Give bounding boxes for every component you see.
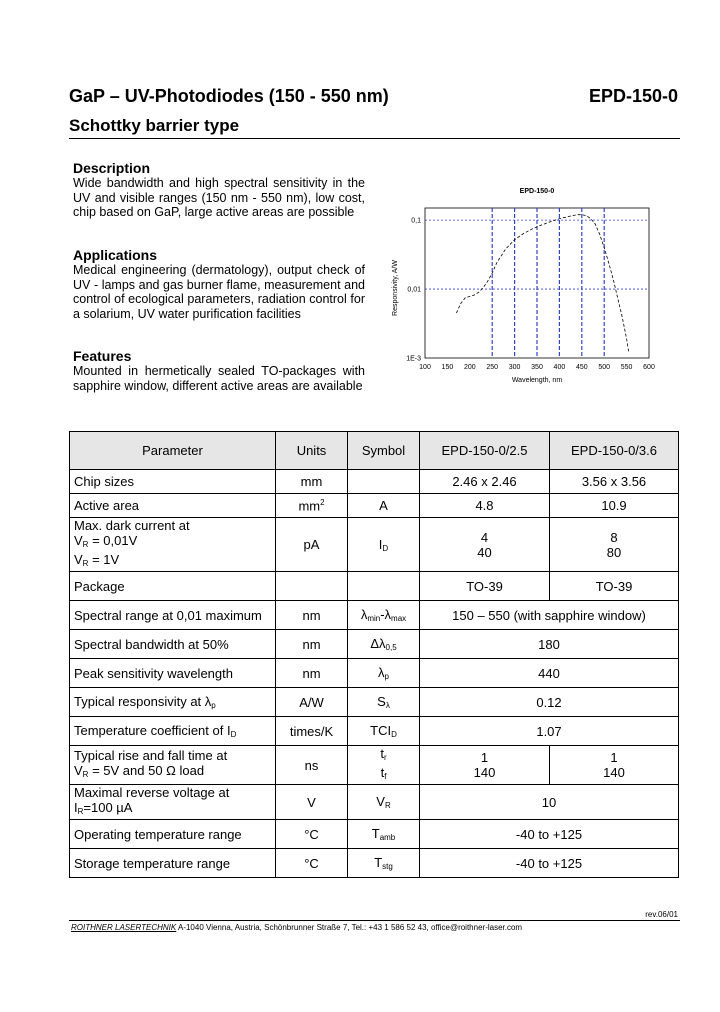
chart-xtick-label: 500 xyxy=(598,364,611,371)
cell-value: 3.56 x 3.56 xyxy=(550,470,679,494)
cell-symbol: $S_\lambda$ xyxy=(348,688,420,717)
chart-xtick-label: 400 xyxy=(553,364,566,371)
header-model-3-6: EPD-150-0/3.6 xyxy=(550,432,679,470)
cell-param: Active area xyxy=(70,494,276,518)
chart-xtick-label: 200 xyxy=(463,364,476,371)
cell-value: 150 – 550 (with sapphire window) xyxy=(420,601,679,630)
chart-xlabel: Wavelength, nm xyxy=(511,377,563,384)
chart-xtick-label: 300 xyxy=(508,364,521,371)
cell-symbol xyxy=(348,572,420,601)
cell-unit: V xyxy=(276,785,348,820)
responsivity-curve xyxy=(456,215,628,353)
cell-value: 4 40 xyxy=(420,518,550,572)
table-row xyxy=(70,630,679,659)
chart-ytick-label: 0,1 xyxy=(411,217,421,225)
chart-xtick-label: 100 xyxy=(419,364,431,371)
cell-value: -40 to +125 xyxy=(420,849,679,878)
table-row xyxy=(70,572,679,601)
cell-unit: °C xyxy=(276,820,348,849)
features-heading: Features xyxy=(73,348,132,364)
header-units: Units xyxy=(276,432,348,470)
cell-unit: nm xyxy=(276,601,348,630)
cell-symbol: $T_{amb}$ xyxy=(348,820,420,849)
header-model-2-5: EPD-150-0/2.5 xyxy=(420,432,550,470)
responsivity-chart xyxy=(385,178,670,393)
revision-label: rev.06/01 xyxy=(645,910,678,919)
table-row xyxy=(70,601,679,630)
cell-param: Operating temperature range xyxy=(70,820,276,849)
cell-param: Max. dark current at $V_R = 0,01V$ $V_R = 1V$ xyxy=(70,518,276,572)
chart-title: EPD-150-0 xyxy=(519,188,555,195)
chart-ylabel: Responsivity, A/W xyxy=(392,260,399,316)
parameter-table xyxy=(69,431,679,878)
cell-unit: ns xyxy=(276,746,348,785)
header-symbol: Symbol xyxy=(348,432,420,470)
cell-unit: pA xyxy=(276,518,348,572)
table-header-row xyxy=(70,432,679,470)
chart-xtick-label: 250 xyxy=(486,364,499,371)
cell-value: TO-39 xyxy=(420,572,550,601)
header-parameter: Parameter xyxy=(70,432,276,470)
chart-ytick-label: 1E-3 xyxy=(406,355,421,363)
cell-symbol: $\lambda_p$ xyxy=(348,659,420,688)
table-row xyxy=(70,659,679,688)
cell-unit: times/K xyxy=(276,717,348,746)
cell-value: 10 xyxy=(420,785,679,820)
cell-symbol: $T_{stg}$ xyxy=(348,849,420,878)
cell-param: Typical rise and fall time at $V_R = 5V$ and 50 Ω load xyxy=(70,746,276,785)
cell-param: Spectral bandwidth at 50% xyxy=(70,630,276,659)
cell-value: 1.07 xyxy=(420,717,679,746)
footer-divider xyxy=(69,920,680,921)
cell-param: Typical responsivity at $\lambda_p$ xyxy=(70,688,276,717)
chart-xtick-label: 450 xyxy=(575,364,588,371)
cell-unit: °C xyxy=(276,849,348,878)
header-divider xyxy=(69,138,680,139)
model-number: EPD-150-0 xyxy=(588,86,678,106)
cell-value: 8 80 xyxy=(550,518,679,572)
cell-param: Temperature coefficient of $I_D$ xyxy=(70,717,276,746)
cell-symbol: $I_D$ xyxy=(348,518,420,572)
chart-xtick-label: 150 xyxy=(441,364,454,371)
cell-value: 1 140 xyxy=(420,746,550,785)
chart-xtick-label: 600 xyxy=(643,364,655,371)
table-row xyxy=(70,746,679,785)
chart-xtick-label: 550 xyxy=(620,364,633,371)
description-section xyxy=(73,160,365,220)
applications-heading: Applications xyxy=(73,247,158,263)
table-row xyxy=(70,470,679,494)
cell-value: 4.8 xyxy=(420,494,550,518)
features-text: Mounted in hermetically sealed TO-packages with sapphire window, different active areas are available xyxy=(73,364,365,393)
cell-param: Spectral range at 0,01 maximum xyxy=(70,601,276,630)
cell-symbol xyxy=(348,470,420,494)
cell-unit xyxy=(276,572,348,601)
cell-symbol: $t_r$ $t_f$ xyxy=(348,746,420,785)
cell-unit: mm xyxy=(276,470,348,494)
cell-value: -40 to +125 xyxy=(420,820,679,849)
cell-symbol: $V_R$ xyxy=(348,785,420,820)
table-row xyxy=(70,688,679,717)
cell-value: 2.46 x 2.46 xyxy=(420,470,550,494)
cell-value: 10.9 xyxy=(550,494,679,518)
cell-param: Maximal reverse voltage at $I_R=100$ µA xyxy=(70,785,276,820)
cell-value: 0.12 xyxy=(420,688,679,717)
table-row xyxy=(70,494,679,518)
company-name: ROITHNER LASERTECHNIK xyxy=(71,923,177,932)
cell-unit: $mm^2$ xyxy=(276,494,348,518)
cell-unit: nm xyxy=(276,630,348,659)
page-title: GaP – UV-Photodiodes (150 - 550 nm) xyxy=(69,86,389,106)
features-section xyxy=(73,348,365,393)
cell-param: Storage temperature range xyxy=(70,849,276,878)
table-row xyxy=(70,785,679,820)
cell-value: TO-39 xyxy=(550,572,679,601)
cell-symbol: $TCI_D$ xyxy=(348,717,420,746)
table-row xyxy=(70,849,679,878)
page-subtitle: Schottky barrier type xyxy=(69,116,240,135)
applications-text: Medical engineering (dermatology), output check of UV - lamps and gas burner flame, measurement and control of ecological parameters, radiation control for a solarium, UV water purification facilities xyxy=(73,263,365,321)
table-row xyxy=(70,717,679,746)
cell-value: 440 xyxy=(420,659,679,688)
description-heading: Description xyxy=(73,160,151,176)
table-row xyxy=(70,820,679,849)
cell-param: Chip sizes xyxy=(70,470,276,494)
footer-address xyxy=(71,923,522,932)
cell-symbol: $\Delta\lambda_{0,5}$ xyxy=(348,630,420,659)
cell-param: Peak sensitivity wavelength xyxy=(70,659,276,688)
cell-value: 180 xyxy=(420,630,679,659)
address-text: A-1040 Vienna, Austria, Schönbrunner Straße 7, Tel.: +43 1 586 52 43, office@roithner-laser.com xyxy=(176,923,523,932)
cell-symbol: A xyxy=(348,494,420,518)
chart-xtick-label: 350 xyxy=(531,364,543,371)
chart-ytick-label: 0,01 xyxy=(407,286,421,294)
cell-value: 1 140 xyxy=(550,746,679,785)
cell-unit: nm xyxy=(276,659,348,688)
cell-unit: A/W xyxy=(276,688,348,717)
table-row xyxy=(70,518,679,572)
applications-section xyxy=(73,247,365,321)
description-text: Wide bandwidth and high spectral sensitivity in the UV and visible ranges (150 nm - 550 nm), low cost, chip based on GaP, large active areas are possible xyxy=(73,176,365,220)
cell-param: Package xyxy=(70,572,276,601)
cell-symbol: $\lambda_{min}-\lambda_{max}$ xyxy=(348,601,420,630)
